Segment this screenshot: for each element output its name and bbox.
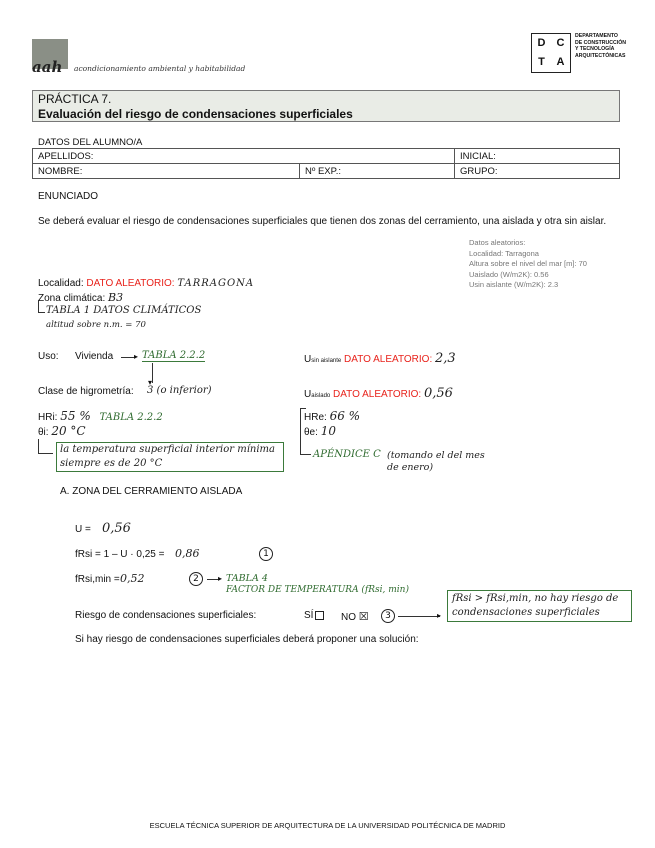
hri-tabla-note: TABLA 2.2.2 [99,412,163,423]
ti-arrow [38,439,53,454]
ti-row [38,424,86,438]
apendice-detail: (tomando el del mes de enero) [387,450,485,473]
uso-tabla-note: TABLA 2.2.2 [142,350,206,361]
si-checkbox[interactable] [315,611,324,620]
table-row [33,149,620,164]
ti-value: 20 °C [51,424,86,438]
student-section-label: DATOS DEL ALUMNO/A [38,137,143,148]
localidad-row [38,278,254,289]
practice-number: PRÁCTICA 7. [38,92,112,106]
hri-label: HRi: [38,412,58,423]
ti-note-box: la temperatura superficial interior mínima siempre es de 20 °C [56,442,284,472]
statement-heading: ENUNCIADO [38,191,99,202]
dept-name [575,33,645,59]
no-label: NO [341,612,356,623]
tabla1-note: TABLA 1 DATOS CLIMÁTICOS [46,305,202,316]
inicial-field[interactable]: INICIAL: [455,149,620,164]
table-row [33,164,620,179]
factor-note: FACTOR DE TEMPERATURA (fRsi, min) [226,585,409,595]
si-label: SÍ [304,610,314,621]
usin-row [304,351,456,366]
ua-value: 0,56 [424,386,453,401]
ua-row [304,386,453,401]
tabla4-note: TABLA 4 [226,573,268,584]
frsi-value: 0,86 [175,547,200,560]
te-row [304,424,336,438]
hre-label: HRe: [304,412,327,423]
no-checkbox-checked[interactable]: ☒ [358,611,369,623]
step-2-circle: 2 [189,572,203,586]
arrow-head-icon: ▸ [218,574,223,583]
localidad-label: Localidad: [38,278,84,289]
zona-value: B3 [108,291,124,304]
aah-logo-tagline: acondicionamiento ambiental y habitabilidad [74,64,246,73]
dept-line: ARQUITECTÓNICAS [575,52,626,59]
tabla1-arrow [38,300,45,313]
practice-title: Evaluación del riesgo de condensaciones superficiales [38,107,353,121]
dcta-letter: D [537,37,546,49]
hre-row [304,409,360,423]
arrow-line [121,357,135,358]
dept-line: DE CONSTRUCCIÓN [575,39,627,46]
arrow-line [152,363,153,383]
ti-label: θi: [38,427,49,438]
student-table [32,148,620,179]
hri-row [38,409,163,423]
step-3-circle: 3 [381,609,395,623]
dato-aleatorio-label: DATO ALEATORIO: [86,278,175,289]
te-label: θe: [304,427,318,438]
zona-label: Zona climática: [38,293,106,304]
arrow-head-icon: ▸ [437,611,442,620]
te-value: 10 [320,424,336,438]
hri-value: 55 % [60,409,91,423]
step-1-circle: 1 [259,547,273,561]
dept-line: DEPARTAMENTO [575,33,618,39]
grupo-field[interactable]: GRUPO: [455,164,620,179]
no-option[interactable] [341,610,369,623]
usin-sub: sin aislante [311,358,342,364]
conclusion-note-box: fRsi > fRsi,min, no hay riesgo de condensaciones superficiales [447,590,632,622]
apellidos-field[interactable]: APELLIDOS: [33,149,455,164]
localidad-value: TARRAGONA [177,278,255,289]
clase-value: 3 (o inferior) [147,385,212,396]
usin-label: U [304,354,312,365]
random-data-title: Datos aleatorios: [469,238,526,247]
nexp-field[interactable]: Nº EXP.: [300,164,455,179]
riesgo-label: Riesgo de condensaciones superficiales: [75,610,257,621]
footer: ESCUELA TÉCNICA SUPERIOR DE ARQUITECTURA DE LA UNIVERSIDAD POLITÉCNICA DE MADRID [149,821,506,830]
si-option[interactable] [304,610,324,621]
nombre-field[interactable]: NOMBRE: [33,164,300,179]
solution-prompt: Si hay riesgo de condensaciones superficiales deberá proponer una solución: [75,634,419,645]
clase-label: Clase de higrometría: [38,386,134,397]
dept-line: Y TECNOLOGÍA [575,46,615,52]
frsi-label: fRsi = 1 – U · 0,25 = [75,549,165,560]
random-data-line: Altura sobre el nivel del mar [m]: 70 [469,259,587,268]
arrow-line [398,616,440,617]
uso-label: Uso: [38,351,59,362]
frsimin-label: fRsi,min = [75,574,120,585]
random-data-line: Localidad: Tarragona [469,248,539,258]
dcta-letter: C [556,37,565,49]
ua-sub: aislado [311,393,331,399]
random-data-box [469,238,587,291]
apendice-note: APÉNDICE C [313,449,381,460]
uso-value: Vivienda [75,351,114,362]
apendice-arrow [300,437,311,455]
random-data-line: Usin aislante (W/m2K): 2.3 [469,280,559,289]
ua-label: U [304,389,312,400]
usin-value: 2,3 [435,351,456,366]
zona-row [38,291,123,304]
dato-aleatorio-label: DATO ALEATORIO: [333,389,422,400]
dato-aleatorio-label: DATO ALEATORIO: [344,354,433,365]
dcta-letter: T [538,56,545,68]
frsimin-value: 0,52 [120,572,145,585]
aah-logo-text: aah [32,58,63,76]
dcta-letter: A [556,56,565,68]
statement-text: Se deberá evaluar el riesgo de condensaciones superficiales que tienen dos zonas del cerramiento, una aislada y otra sin aislar. [38,216,607,227]
dcta-logo [531,33,571,73]
arrow-head-icon: ▸ [134,352,139,361]
arrow-head-icon: ▾ [148,378,153,387]
u-value: 0,56 [102,521,131,536]
section-a-heading: A. ZONA DEL CERRAMIENTO AISLADA [60,486,243,497]
u-label: U = [75,524,91,535]
random-data-line: Uaislado (W/m2K): 0.56 [469,269,549,279]
hre-value: 66 % [329,409,361,423]
altitud-note: altitud sobre n.m. = 70 [46,320,146,330]
